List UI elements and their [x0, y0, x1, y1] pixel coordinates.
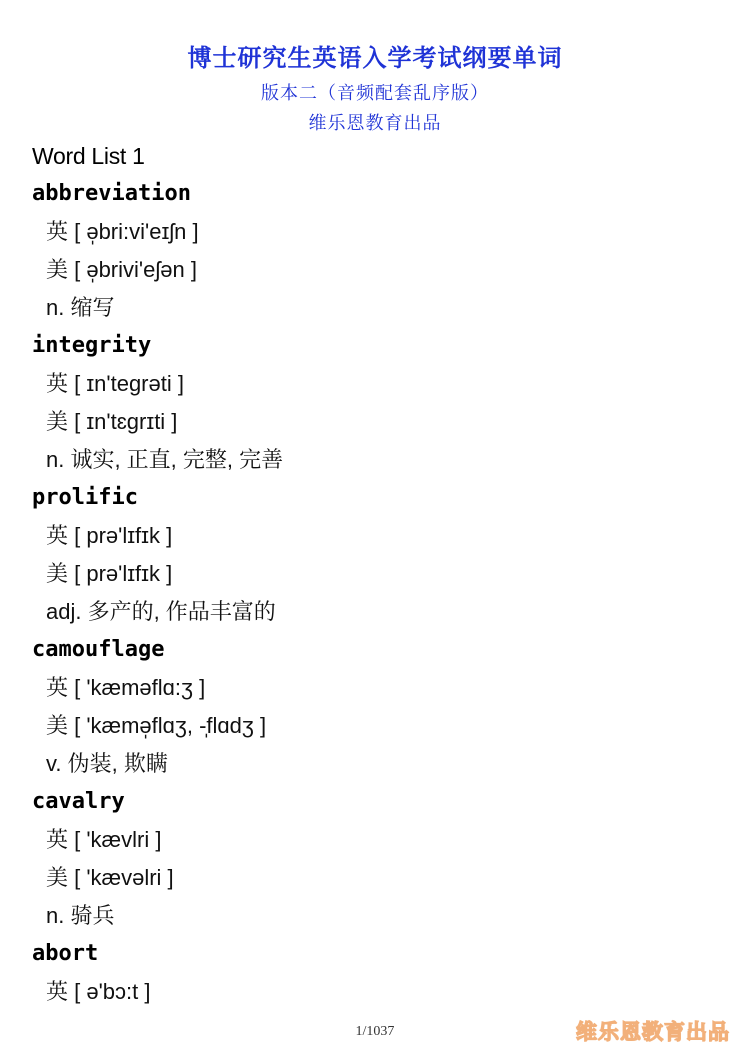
headword: integrity: [32, 333, 152, 358]
uk-pronunciation: 英 [ ə̩bri:vi'eɪʃn ]: [46, 219, 199, 244]
word-entry: [32, 935, 722, 1011]
headword: cavalry: [32, 789, 125, 814]
us-pronunciation: 美 [ 'kævəlri ]: [46, 865, 174, 890]
headword: abort: [32, 941, 99, 966]
word-entries: [32, 175, 722, 1011]
word-entry: [32, 479, 722, 631]
word-entry: [32, 175, 722, 327]
word-entry: [32, 631, 722, 783]
definition: n. 诚实, 正直, 完整, 完善: [46, 447, 284, 472]
headword: abbreviation: [32, 181, 191, 206]
page-number: 1/1037: [355, 1024, 395, 1039]
us-pronunciation: 美 [ ə̩brivi'eʃən ]: [46, 257, 197, 282]
word-entry: [32, 327, 722, 479]
definition: n. 骑兵: [46, 903, 115, 928]
uk-pronunciation: 英 [ 'kævlri ]: [46, 827, 162, 852]
document-title: 博士研究生英语入学考试纲要单词: [187, 45, 563, 72]
word-list-title: Word List 1: [32, 143, 145, 169]
definition: v. 伪装, 欺瞒: [46, 751, 168, 776]
uk-pronunciation: 英 [ ɪn'tegrəti ]: [46, 371, 184, 396]
document-subtitle: 版本二（音频配套乱序版）: [261, 83, 489, 103]
uk-pronunciation: 英 [ ə'bɔ:t ]: [46, 979, 151, 1004]
us-pronunciation: 美 [ ɪn'tɛgrɪti ]: [46, 409, 178, 434]
definition: n. 缩写: [46, 295, 115, 320]
us-pronunciation: 美 [ prə'lɪfɪk ]: [46, 561, 173, 586]
uk-pronunciation: 英 [ 'kæməflɑ:ʒ ]: [46, 675, 206, 700]
uk-pronunciation: 英 [ prə'lɪfɪk ]: [46, 523, 173, 548]
headword: prolific: [32, 485, 138, 510]
document-header: [0, 40, 750, 138]
definition: adj. 多产的, 作品丰富的: [46, 599, 276, 624]
us-pronunciation: 美 [ 'kæmə̩flɑʒ, -̩flɑdʒ ]: [46, 713, 267, 738]
publisher-line: 维乐恩教育出品: [308, 113, 442, 133]
headword: camouflage: [32, 637, 165, 662]
publisher-watermark: 维乐恩教育出品: [576, 1021, 730, 1044]
word-entry: [32, 783, 722, 935]
